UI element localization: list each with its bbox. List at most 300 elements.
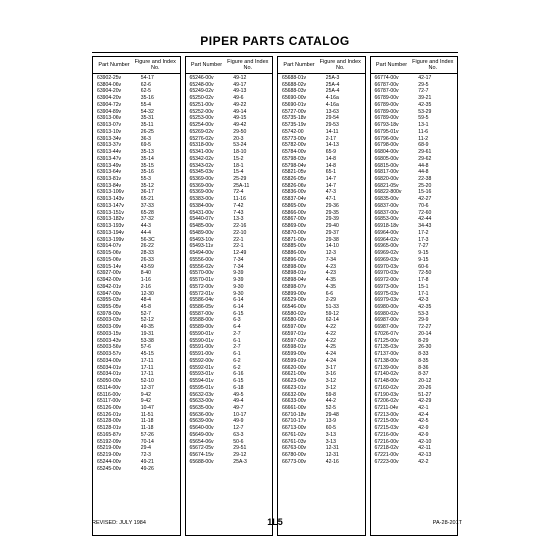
table-row — [278, 203, 365, 210]
part-number: 65318-00v — [189, 142, 214, 149]
figure-index: 70-6 — [418, 202, 429, 209]
table-row — [371, 425, 458, 432]
table-row — [93, 344, 180, 351]
table-row — [278, 445, 365, 452]
table-row — [93, 183, 180, 190]
table-row — [186, 425, 273, 432]
figure-index: 6-16 — [233, 371, 244, 378]
figure-index: 72-50 — [418, 270, 432, 277]
column-rows — [186, 74, 273, 466]
figure-index: 13-1 — [418, 122, 429, 129]
catalog-column-4 — [370, 56, 459, 536]
part-number: 67135-03v — [374, 344, 399, 351]
part-number: 65871-00v — [282, 236, 307, 243]
part-number: 63913-193v — [97, 223, 124, 230]
part-number: 63913-143v — [97, 196, 124, 203]
figure-index: 70-14 — [140, 438, 154, 445]
figure-index: 8-36 — [418, 364, 429, 371]
table-row — [371, 210, 458, 217]
part-number: 63913-151v — [97, 209, 124, 216]
table-row — [278, 88, 365, 95]
part-number: 65034-01v — [97, 364, 122, 371]
part-number: 66529-00v — [282, 297, 307, 304]
part-number: 65735-18v — [282, 115, 307, 122]
table-row — [278, 243, 365, 250]
figure-index: 42-16 — [325, 458, 339, 465]
table-row — [371, 115, 458, 122]
table-row — [371, 189, 458, 196]
figure-index: 65-9 — [325, 149, 336, 156]
part-number: 65592-00v — [189, 357, 214, 364]
table-row — [371, 129, 458, 136]
figure-index: 2-16 — [140, 283, 151, 290]
table-row — [93, 297, 180, 304]
figure-index: 3-13 — [325, 438, 336, 445]
figure-index: 52-7 — [140, 310, 151, 317]
table-row — [93, 351, 180, 358]
figure-index: 42-1 — [418, 404, 429, 411]
figure-index: 12-49 — [233, 250, 247, 257]
table-row — [186, 432, 273, 439]
part-number: 65248-00v — [189, 81, 214, 88]
table-row — [278, 257, 365, 264]
part-number: 63913-34v — [97, 135, 122, 142]
part-number: 67138-00v — [374, 357, 399, 364]
table-row — [93, 392, 180, 399]
part-number: 63913-10v — [97, 128, 122, 135]
figure-index: 42-4 — [418, 411, 429, 418]
figure-index: 4-24 — [325, 351, 336, 358]
table-row — [93, 122, 180, 129]
part-number: 65570-01v — [189, 277, 214, 284]
table-row — [93, 412, 180, 419]
table-row — [93, 75, 180, 82]
part-number: 66774-00v — [374, 75, 399, 81]
figure-index: 29-12 — [233, 452, 247, 459]
figure-index: 44-8 — [418, 169, 429, 176]
part-number: 67206-02v — [374, 398, 399, 405]
page-title: PIPER PARTS CATALOG — [200, 34, 350, 48]
part-number: 65556-02v — [189, 263, 214, 270]
part-number: 65165-87v — [97, 431, 122, 438]
part-number: 65431-00v — [189, 209, 214, 216]
catalog-column-2 — [185, 56, 274, 536]
part-number: 66815-00v — [374, 162, 399, 169]
column-rows — [278, 74, 365, 466]
figure-index: 15-1 — [418, 283, 429, 290]
figure-index: 14-10 — [325, 243, 339, 250]
figure-index: 44-2 — [325, 398, 336, 405]
part-number: 65369-00v — [189, 176, 214, 183]
figure-index: 6-18 — [233, 384, 244, 391]
figure-index: 8-35 — [418, 357, 429, 364]
table-row — [278, 284, 365, 291]
part-number: 65341-00v — [189, 149, 214, 156]
figure-index: 35-11 — [140, 122, 154, 129]
figure-index: 62-5 — [140, 88, 151, 95]
table-row — [371, 264, 458, 271]
part-number: 65003-56v — [97, 344, 122, 351]
figure-index: 42-27 — [418, 196, 432, 203]
column-header — [93, 57, 180, 74]
figure-index: 62-14 — [325, 317, 339, 324]
part-number: 65586-04v — [189, 297, 214, 304]
figure-index: 35-13 — [140, 149, 154, 156]
table-row — [371, 156, 458, 163]
table-row — [371, 250, 458, 257]
figure-index: 9-39 — [233, 270, 244, 277]
table-row — [278, 291, 365, 298]
figure-index: 11-6 — [418, 128, 429, 135]
table-row — [93, 230, 180, 237]
figure-index: 7-27 — [418, 243, 429, 250]
part-number: 63904-89v — [97, 108, 122, 115]
part-number: 65784-00v — [282, 149, 307, 156]
table-row — [278, 230, 365, 237]
part-number-header: Part Number — [375, 62, 408, 68]
part-number: 67140-02v — [374, 371, 399, 378]
table-row — [93, 216, 180, 223]
table-row — [93, 88, 180, 95]
part-number: 65773-00v — [282, 135, 307, 142]
figure-index: 49-35 — [140, 324, 154, 331]
figure-index: 6-2 — [233, 357, 241, 364]
figure-index: 25A-4 — [325, 81, 340, 88]
figure-index: 29-5 — [418, 81, 429, 88]
part-number: 65674-15v — [189, 452, 214, 459]
part-number: 63913-44v — [97, 149, 122, 156]
part-number: 63913-81v — [97, 176, 122, 183]
part-number: 65654-06v — [189, 438, 214, 445]
table-row — [278, 351, 365, 358]
part-number: 66633-00v — [282, 398, 307, 405]
part-number: 65570-00v — [189, 270, 214, 277]
figure-index: 42-17 — [418, 75, 432, 81]
part-number: 63942-01v — [97, 283, 122, 290]
part-number: 65593-01v — [189, 371, 214, 378]
part-number: 63913-47v — [97, 155, 122, 162]
table-row — [371, 324, 458, 331]
figure-index: 72-3 — [140, 452, 151, 459]
table-row — [186, 331, 273, 338]
figure-index: 51-33 — [325, 303, 339, 310]
figure-index: 7-34 — [233, 263, 244, 270]
part-number: 65649-00v — [189, 431, 214, 438]
figure-index: 26-22 — [140, 243, 154, 250]
part-number: 65782-00v — [282, 142, 307, 149]
table-row — [278, 75, 365, 82]
figure-index: 14-7 — [325, 176, 336, 183]
part-number: 65345-03v — [189, 169, 214, 176]
figure-index: 3-12 — [325, 384, 336, 391]
figure-index: 49-22 — [233, 101, 247, 108]
figure-index: 9-42 — [140, 398, 151, 405]
part-number: 65595-01v — [189, 384, 214, 391]
part-number: 63904-20v — [97, 95, 122, 102]
table-row — [278, 344, 365, 351]
table-row — [186, 398, 273, 405]
table-row — [93, 398, 180, 405]
figure-index: 49-9 — [233, 418, 244, 425]
figure-index: 6-15 — [233, 310, 244, 317]
part-number: 66972-00v — [374, 277, 399, 284]
table-row — [371, 243, 458, 250]
part-number: 65246-00v — [189, 75, 214, 81]
part-number: 65343-02v — [189, 162, 214, 169]
table-row — [371, 418, 458, 425]
figure-index: 72-60 — [418, 209, 432, 216]
table-row — [93, 250, 180, 257]
table-row — [278, 459, 365, 466]
part-number: 63915-14v — [97, 263, 122, 270]
part-number: 65591-00v — [189, 344, 214, 351]
part-number: 66853-00v — [374, 216, 399, 223]
part-number: 65688-03v — [282, 88, 307, 95]
part-number: 65034-01v — [97, 371, 122, 378]
figure-index: 9-15 — [418, 250, 429, 257]
table-row — [93, 452, 180, 459]
part-number: 65493-11v — [189, 243, 214, 250]
table-row — [186, 183, 273, 190]
part-number: 66820-00v — [374, 176, 399, 183]
part-number: 63913-182v — [97, 216, 124, 223]
figure-index: 65-28 — [140, 209, 154, 216]
table-row — [186, 445, 273, 452]
part-number: 63913-64v — [97, 169, 122, 176]
table-row — [278, 149, 365, 156]
part-number: 65826-06v — [282, 182, 307, 189]
table-row — [278, 196, 365, 203]
figure-index: 6-4 — [233, 324, 241, 331]
part-number: 67026-07v — [374, 330, 399, 337]
table-row — [93, 237, 180, 244]
table-row — [371, 82, 458, 89]
table-row — [93, 331, 180, 338]
part-number: 66979-03v — [374, 297, 399, 304]
figure-index: 42-9 — [418, 425, 429, 432]
figure-index: 9-39 — [233, 277, 244, 284]
table-row — [93, 324, 180, 331]
table-row — [93, 223, 180, 230]
part-number: 65369-00v — [189, 189, 214, 196]
part-number: 65869-00v — [282, 223, 307, 230]
table-row — [186, 88, 273, 95]
figure-index: 29-48 — [325, 411, 339, 418]
part-number: 66970-03v — [374, 263, 399, 270]
figure-index: 8-37 — [418, 371, 429, 378]
part-number: 66597-02v — [282, 337, 307, 344]
table-row — [186, 351, 273, 358]
figure-index: 29-38 — [325, 236, 339, 243]
table-row — [371, 102, 458, 109]
figure-index: 17-8 — [418, 277, 429, 284]
part-number: 65489-00v — [189, 229, 214, 236]
figure-index: 39-21 — [418, 95, 432, 102]
table-row — [93, 169, 180, 176]
figure-index: 44-8 — [418, 162, 429, 169]
figure-index: 29-50 — [233, 128, 247, 135]
figure-index: 15-16 — [418, 189, 432, 196]
table-row — [186, 311, 273, 318]
part-number: 63913-06v — [97, 115, 122, 122]
figure-index: 36-3 — [140, 135, 151, 142]
part-number: 65572-01v — [189, 290, 214, 297]
part-number: 66789-00v — [374, 115, 399, 122]
part-number: 65836-00v — [282, 189, 307, 196]
table-row — [278, 418, 365, 425]
figure-index: 7-43 — [233, 209, 244, 216]
figure-index: 6-14 — [233, 297, 244, 304]
figure-index: 49-14 — [233, 108, 247, 115]
table-row — [93, 418, 180, 425]
figure-index: 29-4 — [140, 445, 151, 452]
part-number: 63947-00v — [97, 290, 122, 297]
table-row — [371, 392, 458, 399]
part-number: 66623-00v — [282, 378, 307, 385]
part-number-header: Part Number — [98, 62, 130, 68]
part-number: 66710-18v — [282, 411, 307, 418]
table-row — [186, 344, 273, 351]
part-number: 65633-00v — [189, 398, 214, 405]
table-row — [278, 142, 365, 149]
table-row — [186, 358, 273, 365]
part-number: 63915-06v — [97, 256, 122, 263]
part-number: 67218-02v — [374, 445, 399, 452]
part-number: 67211-04v — [374, 404, 399, 411]
figure-index: 37-32 — [140, 216, 154, 223]
part-number: 63913-199v — [97, 236, 124, 243]
table-row — [186, 203, 273, 210]
figure-index: 17-1 — [418, 290, 429, 297]
table-row — [93, 129, 180, 136]
figure-index: 11-18 — [140, 418, 154, 425]
table-row — [93, 466, 180, 473]
table-row — [278, 452, 365, 459]
part-number: 66918-18v — [374, 223, 399, 230]
part-number: 66805-00v — [374, 155, 399, 162]
figure-index: 9-15 — [418, 256, 429, 263]
figure-index: 42-11 — [418, 445, 431, 452]
table-row — [278, 338, 365, 345]
part-number: 63913-37v — [97, 142, 122, 149]
table-row — [371, 136, 458, 143]
part-number: 66980-02v — [374, 310, 399, 317]
part-number: 65837-04v — [282, 196, 307, 203]
figure-index: 52-12 — [140, 317, 154, 324]
figure-index: 45-15 — [140, 351, 154, 358]
table-row — [371, 459, 458, 466]
column-header — [186, 57, 273, 74]
column-header — [278, 57, 365, 74]
table-row — [371, 216, 458, 223]
figure-index: 35-15 — [140, 162, 154, 169]
figure-index: 42-35 — [418, 101, 432, 108]
figure-index: 29-51 — [233, 445, 247, 452]
part-number: 67216-00v — [374, 438, 399, 445]
figure-index: 26-33 — [140, 256, 154, 263]
table-row — [371, 284, 458, 291]
part-number: 63902-25v — [97, 75, 122, 81]
part-number: 63913-84v — [97, 182, 122, 189]
figure-index: 42-9 — [418, 431, 429, 438]
figure-index: 34-43 — [418, 223, 432, 230]
part-number: 65590-01v — [189, 330, 214, 337]
part-number: 65898-00v — [282, 263, 307, 270]
part-number: 66817-00v — [374, 169, 399, 176]
table-row — [371, 122, 458, 129]
table-row — [186, 243, 273, 250]
table-row — [186, 317, 273, 324]
figure-index: 65-1 — [325, 169, 336, 176]
part-number: 65250-02v — [189, 95, 214, 102]
figure-index: 53-3 — [418, 310, 429, 317]
column-rows — [93, 74, 180, 472]
figure-index: 12-31 — [325, 452, 339, 459]
table-row — [93, 338, 180, 345]
table-row — [371, 176, 458, 183]
table-row — [186, 102, 273, 109]
figure-index: 29-35 — [325, 209, 339, 216]
figure-index: 12-30 — [140, 290, 154, 297]
figure-index: 49-26 — [140, 465, 154, 472]
document-number: PA-28-201T — [432, 520, 462, 526]
figure-index: 53-24 — [233, 142, 247, 149]
part-number: 67223-00v — [374, 458, 399, 465]
figure-index: 51-27 — [418, 391, 432, 398]
figure-index: 4-24 — [325, 357, 336, 364]
part-number: 63913-194v — [97, 229, 124, 236]
part-number: 65592-01v — [189, 364, 214, 371]
figure-index: 25A-4 — [325, 88, 340, 95]
part-number: 66822-800v — [374, 189, 402, 196]
figure-index: 11-16 — [233, 196, 246, 203]
part-number: 66580-02v — [282, 310, 307, 317]
table-row — [278, 439, 365, 446]
part-number: 67216-00v — [374, 431, 399, 438]
figure-index: 17-11 — [140, 371, 154, 378]
page-number: 1L5 — [267, 517, 283, 527]
part-number: 65369-00v — [189, 182, 214, 189]
figure-index: 54-17 — [140, 75, 154, 81]
part-number: 66713-00v — [282, 425, 307, 432]
table-row — [186, 122, 273, 129]
table-row — [93, 371, 180, 378]
table-row — [93, 432, 180, 439]
part-number: 66787-00v — [374, 88, 399, 95]
part-number: 66970-03v — [374, 270, 399, 277]
part-number: 65898-01v — [282, 270, 307, 277]
figure-index: 17-11 — [140, 364, 154, 371]
figure-index: 14-8 — [325, 162, 336, 169]
table-row — [371, 291, 458, 298]
part-number: 66599-01v — [282, 357, 307, 364]
part-number: 66835-00v — [374, 196, 399, 203]
table-row — [186, 189, 273, 196]
figure-index: 25-29 — [233, 176, 247, 183]
part-number: 66599-00v — [282, 351, 307, 358]
table-row — [93, 459, 180, 466]
figure-index-header: Figure and Index No. — [227, 59, 269, 71]
table-row — [278, 385, 365, 392]
table-row — [93, 304, 180, 311]
table-row — [371, 149, 458, 156]
table-row — [371, 304, 458, 311]
figure-index: 47-3 — [325, 189, 336, 196]
figure-index: 13-3 — [233, 216, 244, 223]
part-number: 66793-18v — [374, 122, 399, 129]
table-row — [371, 163, 458, 170]
part-number: 63904-72v — [97, 101, 122, 108]
